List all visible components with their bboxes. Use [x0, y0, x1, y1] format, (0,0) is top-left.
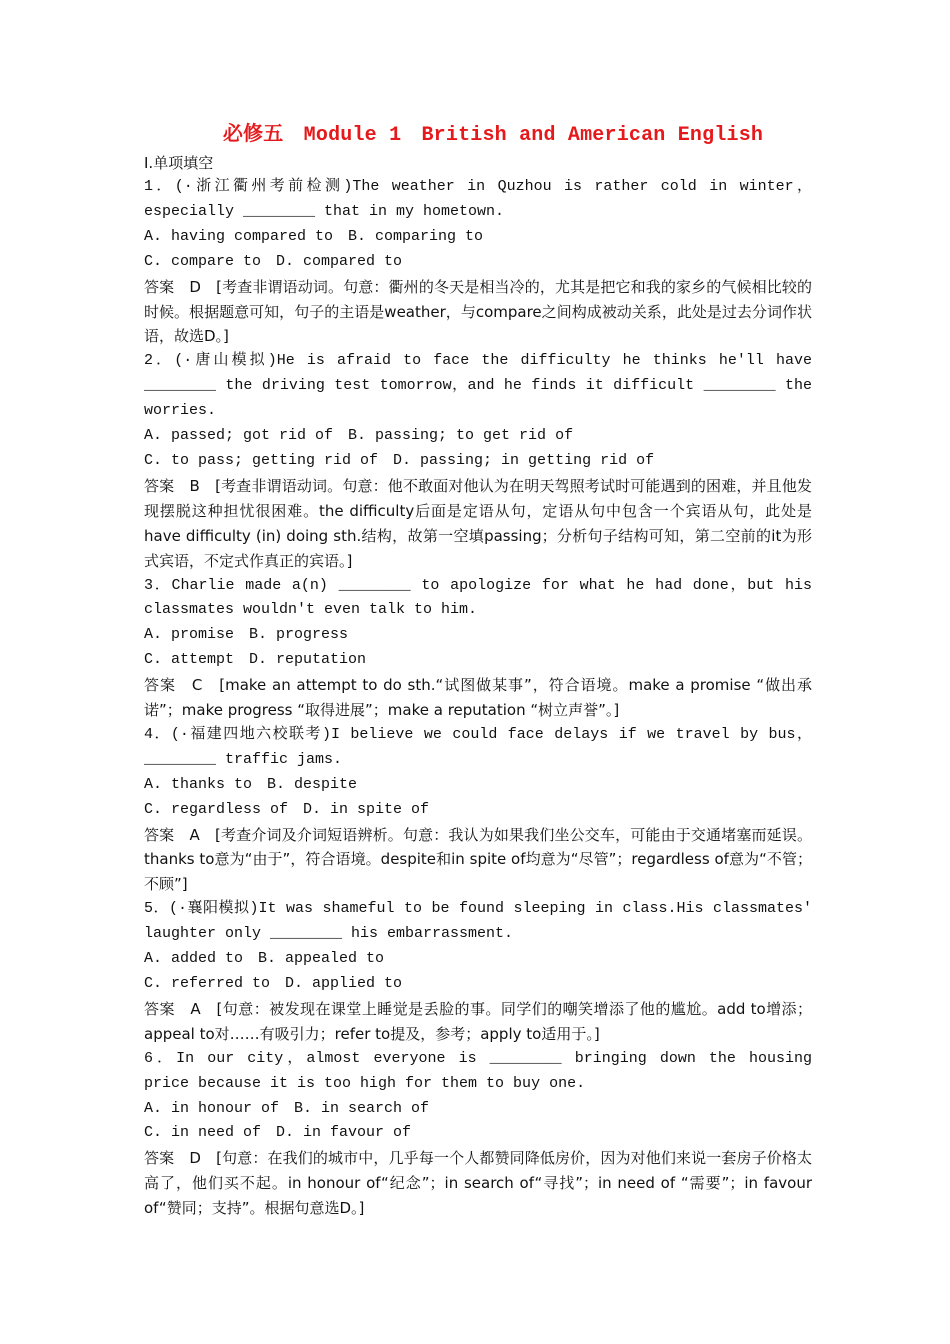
- answer-explanation: 答案 A [句意：被发现在课堂上睡觉是丢脸的事。同学们的嘲笑增添了他的尴尬。add to增添；appeal to对……有吸引力；refer to提及，参考；apply to适用于。]: [144, 999, 812, 1043]
- answer-explanation: 答案 A [考查介词及介词短语辨析。句意：我认为如果我们坐公交车，可能由于交通堵塞而延误。thanks to意为“由于”，符合语境。despite和in spite of均意为“尽管”；regardless of意为“不管；不顾”]: [144, 825, 812, 894]
- question-options-row: C. regardless of D. in spite of: [144, 800, 430, 818]
- question-options-row: C. to pass; getting rid of D. passing; in getting rid of: [144, 451, 655, 469]
- question-options-row: A. passed; got rid of B. passing; to get rid of: [144, 427, 574, 445]
- question-2: [144, 349, 812, 573]
- question-5: [144, 897, 812, 1046]
- question-options-row: A. promise B. progress: [144, 626, 349, 644]
- page-title: 必修五 Module 1 British and American English: [222, 124, 764, 147]
- answer-explanation: 答案 D [考查非谓语动词。句意：衢州的冬天是相当冷的，尤其是把它和我的家乡的气候相比较的时候。根据题意可知，句子的主语是weather，与compare之间构成被动关系，此处是过去分词作状语，故选D。]: [144, 277, 812, 346]
- question-options-row: C. in need of D. in favour of: [144, 1124, 412, 1142]
- section-heading: I.单项填空: [144, 154, 214, 172]
- question-options-row: A. in honour of B. in search of: [144, 1099, 430, 1117]
- answer-explanation: 答案 D [句意：在我们的城市中，几乎每一个人都赞同降低房价，因为对他们来说一套房子价格太高了，他们买不起。in honour of“纪念”；in search of“寻找”；in need of “需要”；in favour of“赞同；支持”。根据句意选D。]: [144, 1149, 812, 1218]
- question-options-row: C. referred to D. applied to: [144, 975, 403, 992]
- question-3: [144, 574, 812, 723]
- question-1: [144, 175, 812, 349]
- question-stem: 1．(·浙江衢州考前检测)The weather in Quzhou is rather cold in winter，especially ________ that in my hometown.: [144, 178, 812, 220]
- question-options-row: C. attempt D. reputation: [144, 651, 367, 669]
- question-stem: 4．(·福建四地六校联考)I believe we could face delays if we travel by bus，________ traffic jams.: [144, 725, 812, 768]
- document-page: [144, 121, 812, 1221]
- question-6: [144, 1047, 812, 1221]
- question-options-row: A. thanks to B. despite: [144, 775, 358, 793]
- question-4: [144, 723, 812, 897]
- question-options-row: A. added to B. appealed to: [144, 950, 385, 968]
- question-stem: 5．(·襄阳模拟)It was shameful to be found sleeping in class.His classmates' laughter only ________ his embarrassment.: [144, 900, 812, 943]
- question-stem: 6．In our city，almost everyone is ________ bringing down the housing price because it is too high for them to buy one.: [144, 1049, 812, 1092]
- question-stem: 2．(·唐山模拟)He is afraid to face the difficulty he thinks he'll have ________ the driving test tomorrow，and he finds it difficult ________ the worries.: [144, 352, 812, 420]
- question-stem: 3．Charlie made a(n) ________ to apologize for what he had done，but his classmates wouldn't even talk to him.: [144, 576, 812, 619]
- question-options-row: C. compare to D. compared to: [144, 252, 403, 270]
- question-options-row: A. having compared to B. comparing to: [144, 227, 484, 245]
- answer-explanation: 答案 C [make an attempt to do sth.“试图做某事”，符合语境。make a promise “做出承诺”；make progress “取得进展”；make a reputation “树立声誉”。]: [144, 676, 812, 720]
- answer-explanation: 答案 B [考查非谓语动词。句意：他不敢面对他认为在明天驾照考试时可能遇到的困难，并且他发现摆脱这种担忧很困难。the difficulty后面是定语从句，定语从句中包含一个宾语从句，此处是have difficulty (in) doing sth.结构，故第一空填passing；分析句子结构可知，第二空前的it为形式宾语，不定式作真正的宾语。]: [144, 476, 812, 570]
